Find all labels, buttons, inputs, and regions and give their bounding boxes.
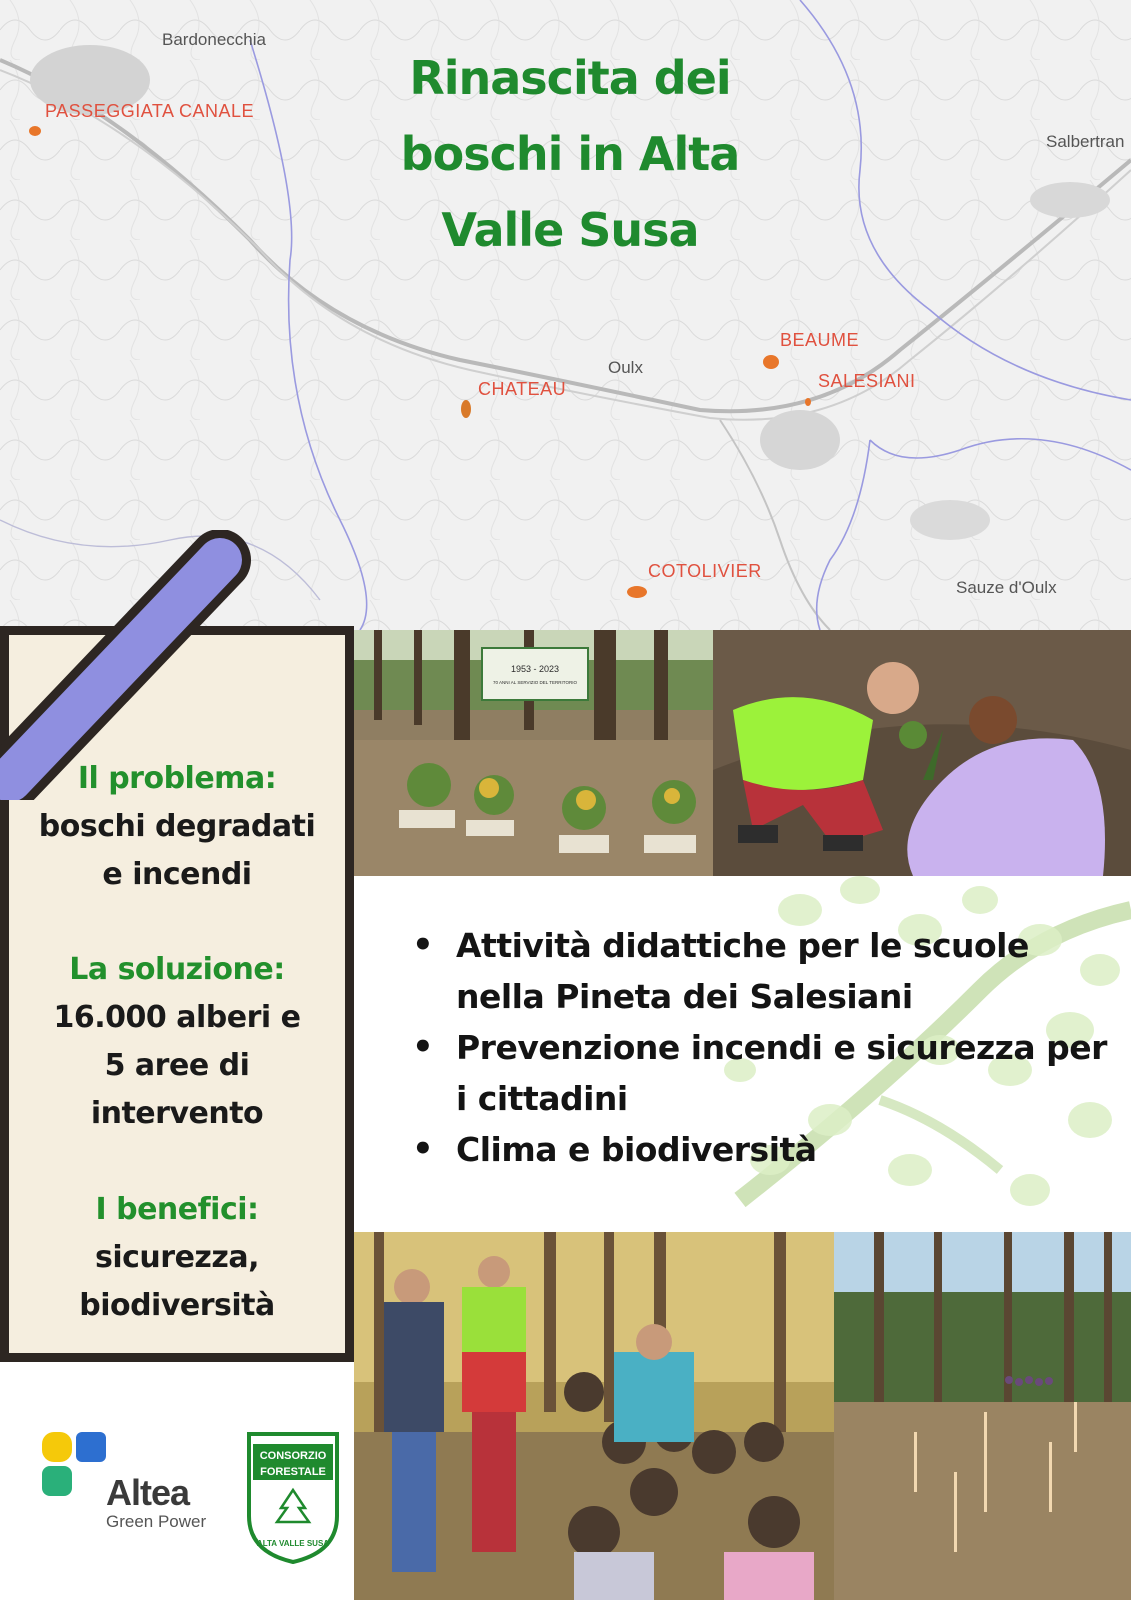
solution-line-3: intervento (90, 1096, 264, 1131)
photo-planting-drawing (713, 630, 1131, 876)
consorzio-forestale-logo (243, 1426, 343, 1566)
site-marker-salesiani (805, 398, 811, 406)
banner-subtitle: 70 ANNI AL SERVIZIO DEL TERRITORIO (493, 680, 577, 685)
photo-school-drawing (354, 1232, 834, 1600)
consorzio-ring-text: ALTA VALLE SUSA (256, 1539, 330, 1548)
site-label-beaume: BEAUME (780, 330, 860, 350)
altea-logo-name: Altea (106, 1472, 190, 1513)
site-label-cotolivier: COTOLIVIER (648, 561, 762, 581)
benefits-heading: I benefici: (95, 1192, 259, 1227)
site-label-chateau: CHATEAU (478, 379, 567, 399)
consorzio-line-2: FORESTALE (260, 1466, 326, 1478)
place-label-bardonecchia: Bardonecchia (162, 30, 266, 49)
site-label-salesiani: SALESIANI (818, 371, 916, 391)
site-marker-chateau (461, 400, 471, 418)
problem-heading: Il problema: (77, 761, 277, 796)
consorzio-line-1: CONSORZIO (259, 1450, 327, 1462)
site-marker-passeggiata (29, 126, 41, 136)
bullet-item-1: • Attività didattiche per le scuole nella Pineta dei Salesiani (410, 920, 1110, 1022)
benefits-line-1: sicurezza, (95, 1240, 259, 1275)
photo-seedlings-drawing (354, 630, 713, 876)
banner-years: 1953 - 2023 (510, 664, 560, 674)
photo-area-drawing (834, 1232, 1131, 1600)
photo-school-group (354, 1232, 834, 1600)
pin-decoration (0, 530, 260, 800)
site-label-passeggiata: PASSEGGIATA CANALE (45, 101, 255, 121)
bullet-item-3: • Clima e biodiversità (410, 1124, 1110, 1175)
site-marker-cotolivier (627, 586, 647, 598)
altea-logo-mark (40, 1430, 112, 1500)
benefits-line-2: biodiversità (79, 1288, 275, 1323)
altea-logo-tagline: Green Power (106, 1512, 207, 1531)
solution-line-2: 5 aree di (104, 1048, 250, 1083)
solution-heading: La soluzione: (69, 952, 285, 987)
place-label-oulx: Oulx (608, 358, 643, 377)
problem-line-2: e incendi (102, 857, 252, 892)
solution-line-1: 16.000 alberi e (53, 1000, 301, 1035)
benefits-bullet-list (410, 920, 1110, 1175)
logos-area (0, 1370, 354, 1600)
site-marker-beaume (763, 355, 779, 369)
problem-line-1: boschi degradati (38, 809, 316, 844)
photo-seedlings-banner (354, 630, 713, 876)
photo-planting-tree (713, 630, 1131, 876)
place-label-salbertrand: Salbertran (1046, 132, 1125, 151)
photo-planted-area (834, 1232, 1131, 1600)
bullet-item-2: • Prevenzione incendi e sicurezza per i cittadini (410, 1022, 1110, 1124)
page-title: Rinascita dei boschi in Alta Valle Susa (400, 51, 740, 257)
place-label-sauze: Sauze d'Oulx (956, 578, 1057, 597)
